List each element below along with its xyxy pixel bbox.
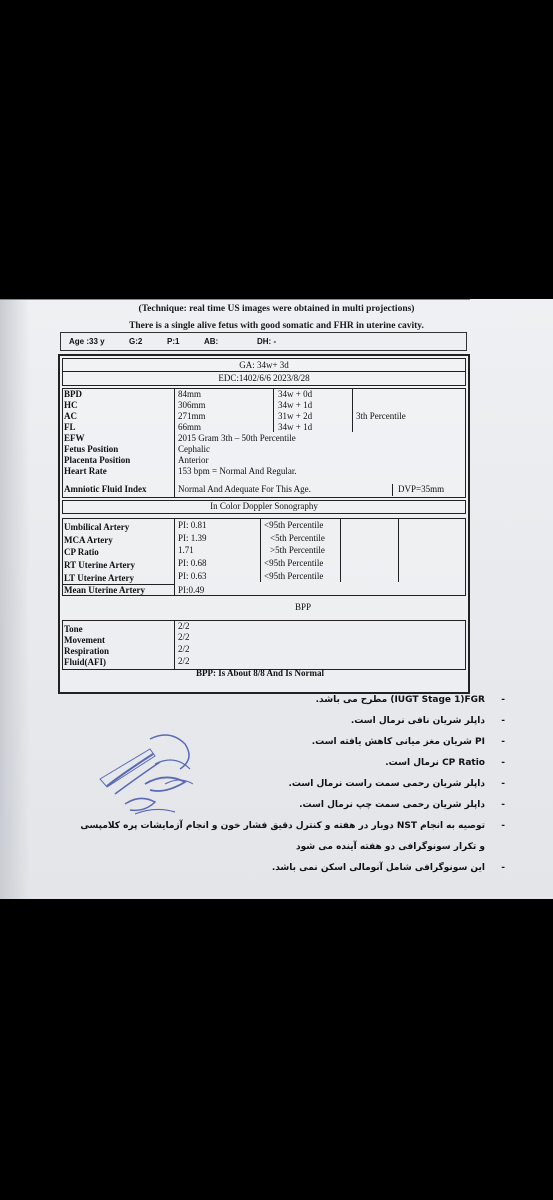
age-fl: 34w + 1d: [278, 422, 313, 432]
note-item: - CP Ratio نرمال است.: [385, 758, 505, 768]
bpp-box: [62, 620, 466, 670]
ga-value: GA: 34w+ 3d: [239, 360, 289, 370]
note-text: داپلر شریان نافی نرمال است.: [350, 716, 485, 726]
note-item: - این سونوگرافی شامل آنومالی اسکن نمی باشد.: [271, 863, 505, 873]
label-tone: Tone: [64, 624, 83, 634]
note-text: IUGT Stage 1)FGR) مطرح می باشد.: [315, 695, 485, 705]
label-fl: FL: [64, 422, 76, 432]
note-text: PI شریان مغز میانی کاهش یافته است.: [311, 737, 485, 747]
patient-abortion: AB:: [204, 337, 219, 346]
note-text: داپلر شریان رحمی سمت راست نرمال است.: [288, 779, 485, 789]
age-ac: 31w + 2d: [278, 411, 313, 421]
note-item: - داپلر شریان رحمی سمت راست نرمال است.: [288, 779, 505, 789]
note-item: - داپلر شریان رحمی سمت چپ نرمال است.: [299, 800, 505, 810]
label-mca-artery: MCA Artery: [64, 535, 113, 545]
value-mca-artery: PI: 1.39: [178, 533, 207, 543]
note-item: - IUGT Stage 1)FGR) مطرح می باشد.: [315, 695, 505, 705]
value-fetus-position: Cephalic: [178, 444, 210, 454]
page-shadow: [0, 299, 30, 899]
label-fluid-afi: Fluid(AFI): [64, 657, 107, 667]
label-ac: AC: [64, 411, 77, 421]
value-placenta-position: Anterior: [178, 455, 209, 465]
label-hc: HC: [64, 400, 78, 410]
note-lt-uterine-artery: <95th Percentile: [264, 571, 324, 581]
note-mca-artery: <5th Percentile: [270, 533, 325, 543]
label-lt-uterine-artery: LT Uterine Artery: [64, 573, 134, 583]
label-efw: EFW: [64, 433, 85, 443]
technique-line: (Technique: real time US images were obtained in multi projections): [138, 304, 415, 314]
bpp-result: BPP: Is About 8/8 And Is Normal: [196, 668, 325, 678]
note-item: - داپلر شریان نافی نرمال است.: [350, 716, 505, 726]
value-hc: 306mm: [178, 400, 206, 410]
value-respiration: 2/2: [178, 644, 190, 654]
value-bpd: 84mm: [178, 389, 202, 399]
patient-info-box: [60, 332, 467, 351]
value-umbilical-artery: PI: 0.81: [178, 520, 207, 530]
note-text: این سونوگرافی شامل آنومالی اسکن نمی باشد.: [271, 863, 485, 873]
doppler-title: In Color Doppler Sonography: [210, 501, 318, 511]
value-ac: 271mm: [178, 411, 206, 421]
note-rt-uterine-artery: <95th Percentile: [264, 558, 324, 568]
label-placenta-position: Placenta Position: [64, 455, 131, 465]
value-cp-ratio: 1.71: [178, 545, 194, 555]
note-item: - PI شریان مغز میانی کاهش یافته است.: [311, 737, 505, 747]
label-respiration: Respiration: [64, 646, 109, 656]
label-amniotic-fluid: Amniotic Fluid Index: [64, 484, 147, 494]
note-ac: 3th Percentile: [356, 411, 406, 421]
doctor-stamp: [95, 724, 205, 824]
note-item: [150, 842, 485, 863]
edc-value: EDC:1402/6/6 2023/8/28: [218, 373, 310, 383]
value-lt-uterine-artery: PI: 0.63: [178, 571, 207, 581]
label-movement: Movement: [64, 635, 105, 645]
label-bpd: BPD: [64, 389, 82, 399]
age-bpd: 34w + 0d: [278, 389, 313, 399]
label-cp-ratio: CP Ratio: [64, 547, 99, 557]
label-rt-uterine-artery: RT Uterine Artery: [64, 560, 135, 570]
note-umbilical-artery: <95th Percentile: [264, 520, 324, 530]
value-dvp: DVP=35mm: [398, 484, 445, 494]
label-heart-rate: Heart Rate: [64, 466, 107, 476]
patient-para: P:1: [167, 337, 180, 346]
label-mean-uterine-artery: Mean Uterine Artery: [64, 585, 145, 595]
value-efw: 2015 Gram 3th – 50th Percentile: [178, 433, 296, 443]
note-text: و تکرار سونوگرافی دو هفته آینده می شود: [296, 842, 485, 852]
summary-line: There is a single alive fetus with good somatic and FHR in uterine cavity.: [129, 321, 424, 331]
top-rule: [0, 299, 470, 300]
label-fetus-position: Fetus Position: [64, 444, 119, 454]
patient-gravida: G:2: [129, 337, 143, 346]
value-amniotic-fluid: Normal And Adequate For This Age.: [178, 484, 311, 494]
value-mean-uterine-artery: PI:0.49: [178, 585, 205, 595]
patient-age: Age :33 y: [69, 337, 105, 346]
note-text: داپلر شریان رحمی سمت چپ نرمال است.: [299, 800, 485, 810]
value-movement: 2/2: [178, 632, 190, 642]
value-fluid-afi: 2/2: [178, 656, 190, 666]
value-fl: 66mm: [178, 422, 202, 432]
value-tone: 2/2: [178, 621, 190, 631]
document-photo: [0, 299, 553, 899]
value-rt-uterine-artery: PI: 0.68: [178, 558, 207, 568]
age-hc: 34w + 1d: [278, 400, 313, 410]
note-text: توصیه به انجام NST دوبار در هفته و کنترل دقیق فشار خون و انجام آزمایشات پره کلامپسی: [80, 821, 485, 831]
value-heart-rate: 153 bpm = Normal And Regular.: [178, 466, 297, 476]
bpp-title: BPP: [294, 602, 311, 612]
report-table: [58, 354, 470, 694]
note-item: - توصیه به انجام NST دوبار در هفته و کنترل دقیق فشار خون و انجام آزمایشات پره کلامپسی: [80, 821, 505, 831]
note-cp-ratio: >5th Percentile: [270, 545, 325, 555]
patient-dh: DH: -: [257, 337, 277, 346]
note-text: CP Ratio نرمال است.: [385, 758, 485, 768]
label-umbilical-artery: Umbilical Artery: [64, 522, 130, 532]
